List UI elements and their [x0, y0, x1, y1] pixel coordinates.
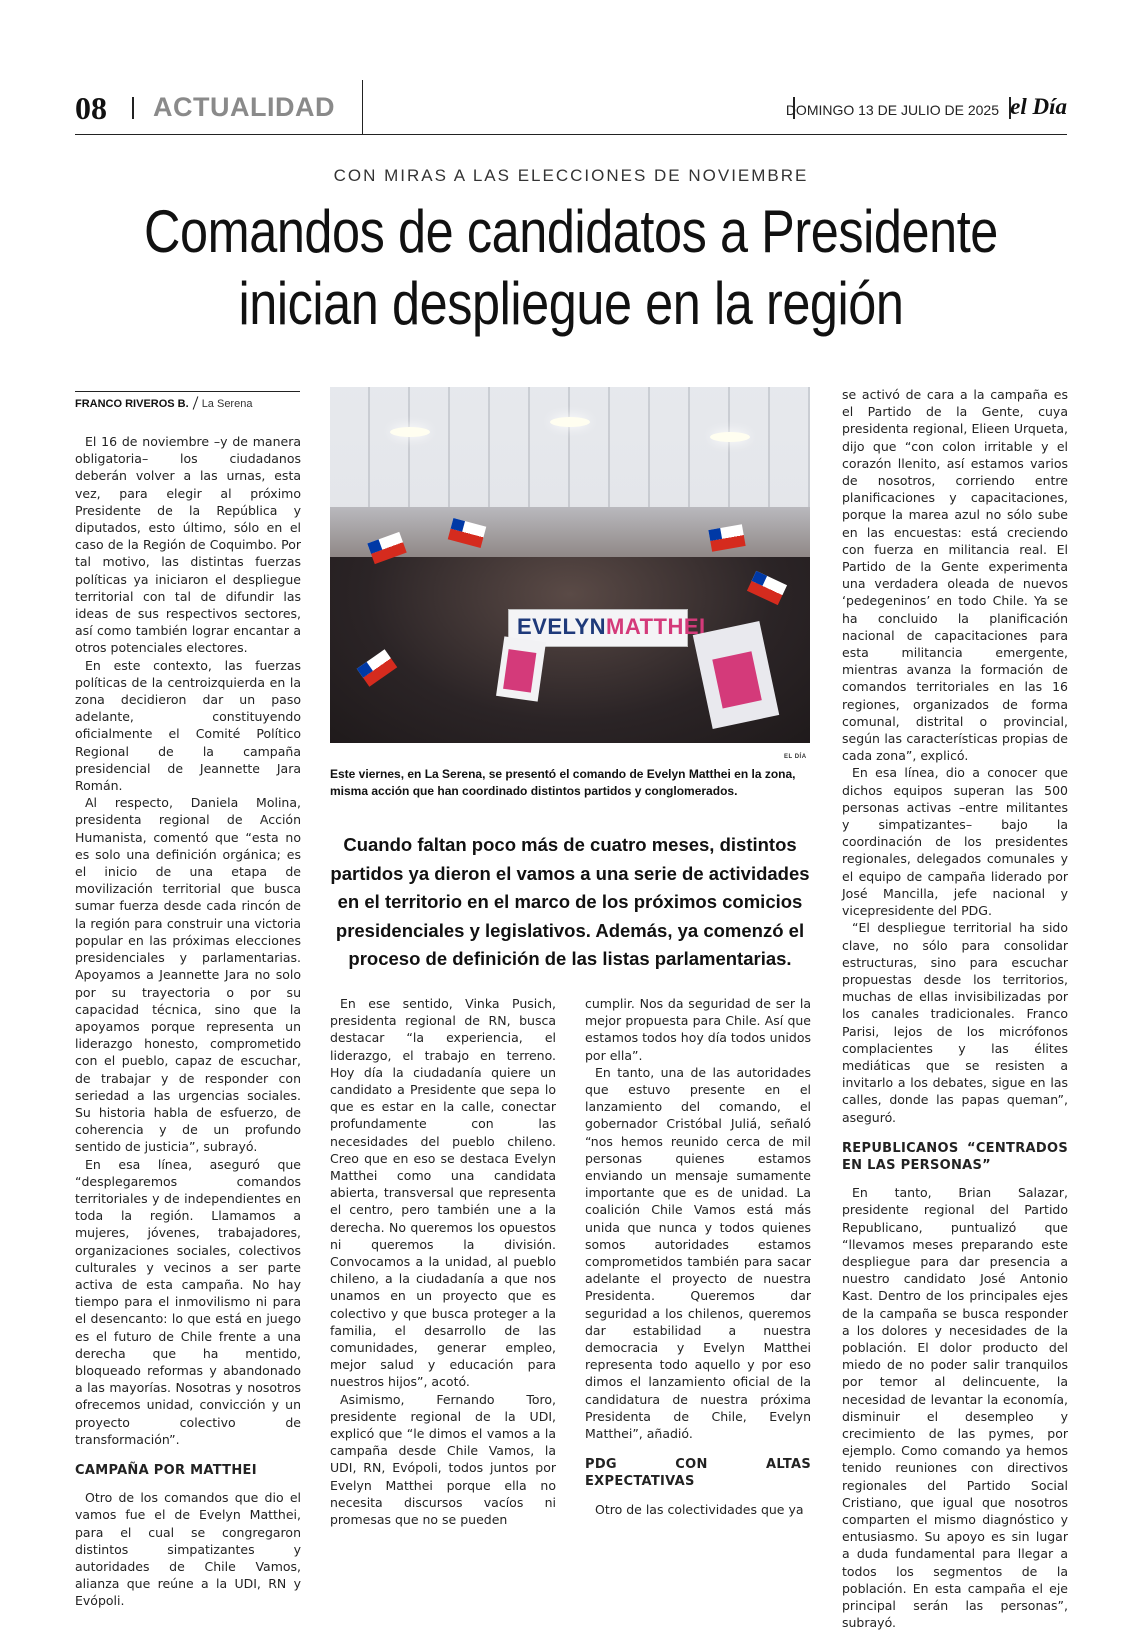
article-column-4	[842, 386, 1068, 1631]
pull-quote: Cuando faltan poco más de cuatro meses, distintos partidos ya dieron el vamos a una serie de actividades en el territorio en el marco de los próximos comicios presidenciales y legislativos. Además, ya comenzó el proceso de definición de las listas parlamentarias.	[330, 834, 810, 969]
paragraph: Otro de las colectividades que ya	[595, 1501, 804, 1517]
paragraph: En esa línea, aseguró que “desplegaremos comandos territoriales y de independientes en toda la región. Llamamos a mujeres, jóvenes, trabajadores, organizaciones sociales, colectivos culturales y vecinos a ser parte activa de esta campaña. No hay tiempo para el inmovilismo ni para el desencanto: lo que está en juego es el futuro de Chile frente a una derecha que ha mentido, bloqueado reformas y abandonado a las mayorías. Nosotras y nosotros ofrecemos unidad, convicción y un proyecto colectivo de transformación”.	[75, 1156, 301, 1447]
paragraph: En tanto, Brian Salazar, presidente regional del Partido Republicano, puntualizó que “llevamos meses preparando este despliegue para dar presencia a nuestro candidato José Antonio Kast. Dentro de los principales ejes de la campaña se busca responder a los dolores y necesidades de la población. El dolor producto del miedo de no poder salir tranquilos por temor al delincuente, la necesidad de levantar la economía, disminuir el desempleo y crecimiento de las pymes, por ejemplo. Como comando ya hemos tenido reuniones con directivos regionales del Partido Social Cristiano, que igual que nosotros comparten el mismo diagnóstico y entusiasmo. Su apoyo es sin lugar a duda fundamental para llegar a todos los segmentos de la población. En esta campaña el eje principal serán las personas”, subrayó.	[842, 1185, 1068, 1631]
section-name: ACTUALIDAD	[153, 92, 335, 122]
paragraph: El 16 de noviembre –y de manera obligatoria– los ciudadanos deberán volver a las urnas, esta vez, para elegir al próximo Presidente de la República y diputados, esto último, sólo en el caso de la Región de Coquimbo. Por tal motivo, las distintas fuerzas políticas ya iniciaron el despliegue territorial con tal de difundir las ideas de sus respectivos sectores, así como también lograr encantar a otros potenciales electores.	[75, 434, 301, 656]
chilean-flag	[448, 518, 487, 548]
paragraph: cumplir. Nos da seguridad de ser la mejor propuesta para Chile. Así que estamos todos hoy día todos unidos por ella”.	[585, 996, 811, 1063]
paragraph: En esa línea, dio a conocer que dichos equipos superan las 500 personas activas –entre militantes y simpatizantes– bajo la coordinación de los presidentes regionales, delegados comunales y el equipo de campaña liderado por José Mancilla, jefe nacional y vicepresidente del PDG.	[842, 765, 1068, 919]
paragraph: Otro de los comandos que dio el vamos fue el de Evelyn Matthei, para el cual se congregaron distintos simpatizantes y autoridades de Chile Vamos, alianza que reúne a la UDI, RN y Evópoli.	[75, 1490, 301, 1609]
campaign-sign	[496, 636, 546, 701]
article-column-2	[330, 995, 556, 1528]
subheading: PDG CON ALTAS EXPECTATIVAS	[585, 1457, 811, 1490]
paragraph: se activó de cara a la campaña es el Partido de la Gente, cuya presidenta regional, Elieen Urqueta, dijo que “con colon irritable y el corazón llenito, así estamos varios de nosotros, corriendo entre planificaciones y capacitaciones, porque la marea azul no sólo sube en las encuestas: está creciendo con fuerza en militancia real. El Partido de la Gente experimenta una verdadera oleada de nuevos ‘pedegeninos’ en todo Chile. Ya se ha concluido la planificación nacional de capacitaciones para esta militancia emergente, mientras avanza la formación de comandos territoriales en las 16 regiones, organizados de forma comunal, distrital o provincial, según las características propias de cada zona”, explicó.	[842, 387, 1068, 764]
paragraph: Al respecto, Daniela Molina, presidenta regional de Acción Humanista, comentó que “esta no es solo una definición orgánica; es el inicio de una etapa de movilización territorial que busca sumar fuerza desde cada rincón de la región para construir una victoria popular en las próximas elecciones presidenciales y parlamentarias. Apoyamos a Jeannette Jara no solo por su trayectoria o por su capacidad técnica, sino que la apoyamos porque representa un liderazgo honesto, comprometido con el pueblo, capaz de escuchar, de trabajar y de responder con seriedad a las urgencias sociales. Su historia habla de esfuerzo, de coherencia y de un profundo sentido de justicia”, subrayó.	[75, 795, 301, 1155]
header-separator	[132, 97, 134, 119]
author-name: FRANCO RIVEROS B.	[75, 398, 189, 410]
page-header	[75, 80, 1067, 135]
page-number: 08	[75, 90, 107, 126]
chilean-flag	[708, 524, 745, 552]
paragraph: Asimismo, Fernando Toro, presidente regional de la UDI, explicó que “le dimos el vamos a la campaña desde Chile Vamos, la UDI, RN, Evópoli, todos juntos por Evelyn Matthei porque ella no necesita discursos vacíos ni promesas que no se pueden	[330, 1391, 556, 1528]
photo-caption: Este viernes, en La Serena, se presentó el comando de Evelyn Matthei en la zona, misma acción que han coordinado distintos partidos y conglomerados.	[330, 767, 796, 798]
byline	[75, 391, 300, 410]
article-column-3	[585, 995, 811, 1518]
photo-ceiling-lamp	[710, 432, 750, 442]
paragraph: “El despliegue territorial ha sido clave, no sólo para consolidar estructuras, sino para escuchar propuestas desde los territorios, muchas de ellas invisibilizadas por los canales tradicionales. Franco Parisi, lejos de los micrófonos complacientes y las élites mediáticas que se resisten a invitarlo a los debates, sigue en las calles, donde las papas queman”, aseguró.	[842, 920, 1068, 1125]
photo-ceiling-lamp	[390, 427, 430, 437]
article-column-1	[75, 433, 301, 1610]
photo-ceiling-lamp	[550, 417, 590, 427]
photo-ceiling	[330, 387, 810, 507]
byline-slash	[192, 396, 198, 409]
header-divider	[362, 80, 363, 134]
issue-date: DOMINGO 13 DE JULIO DE 2025	[785, 102, 999, 118]
photo-credit: EL DÍA	[784, 754, 807, 760]
subheading: REPUBLICANOS “CENTRADOS EN LAS PERSONAS”	[842, 1140, 1068, 1173]
dateline-location: La Serena	[201, 398, 253, 410]
article-headline	[125, 196, 1017, 340]
campaign-banner-text: EVELYNMATTHEI	[517, 614, 706, 639]
paragraph: En este contexto, las fuerzas políticas de la centroizquierda en la zona decidieron dar un paso adelante, constituyendo oficialmente el Comité Político Regional de la campaña presidencial de Jeannette Jara Román.	[75, 657, 301, 794]
paragraph: En tanto, una de las autoridades que estuvo presente en el lanzamiento del comando, el gobernador Cristóbal Juliá, señaló “nos hemos reunido cerca de mil personas quienes estamos enviando un mensaje sumamente importante que es de unidad. La coalición Chile Vamos está más unida que nunca y todos quienes somos autoridades estamos comprometidos también para sacar adelante el proyecto de nuestra Presidenta. Queremos dar seguridad a los chilenos, queremos dar estabilidad a nuestra democracia y Evelyn Matthei representa todo aquello y por eso dimos el lanzamiento oficial de la candidatura de nuestra próxima Presidenta de Chile, Evelyn Matthei”, añadió.	[585, 1064, 811, 1442]
article-photo	[330, 387, 810, 743]
headline-line-2: inician despliegue en la región	[238, 270, 904, 337]
paragraph: En ese sentido, Vinka Pusich, presidenta regional de RN, busca destacar “la experiencia, el liderazgo, el trabajo en terreno. Hoy día la ciudadanía quiere un candidato a Presidente que sepa lo que es estar en la calle, conectar profundamente con las necesidades del pueblo chileno. Creo que en eso se destaca Evelyn Matthei como una candidata abierta, transversal que representa el centro, pero también une a la derecha. No queremos los opuestos ni queremos la división. Convocamos a la unidad, al pueblo chileno, a la ciudadanía a que nos unamos en un proyecto que es colectivo y que busca proteger a la familia, el desarrollo de las comunidades, generar empleo, mejor salud y educación para nuestros hijos”, acotó.	[330, 996, 556, 1390]
subheading: CAMPAÑA POR MATTHEI	[75, 1462, 257, 1478]
campaign-banner-surname: MATTHEI	[606, 614, 706, 639]
headline-line-1: Comandos de candidatos a Presidente	[144, 198, 998, 265]
article-kicker: CON MIRAS A LAS ELECCIONES DE NOVIEMBRE	[333, 166, 809, 185]
newspaper-logo: el Día	[1010, 94, 1067, 119]
